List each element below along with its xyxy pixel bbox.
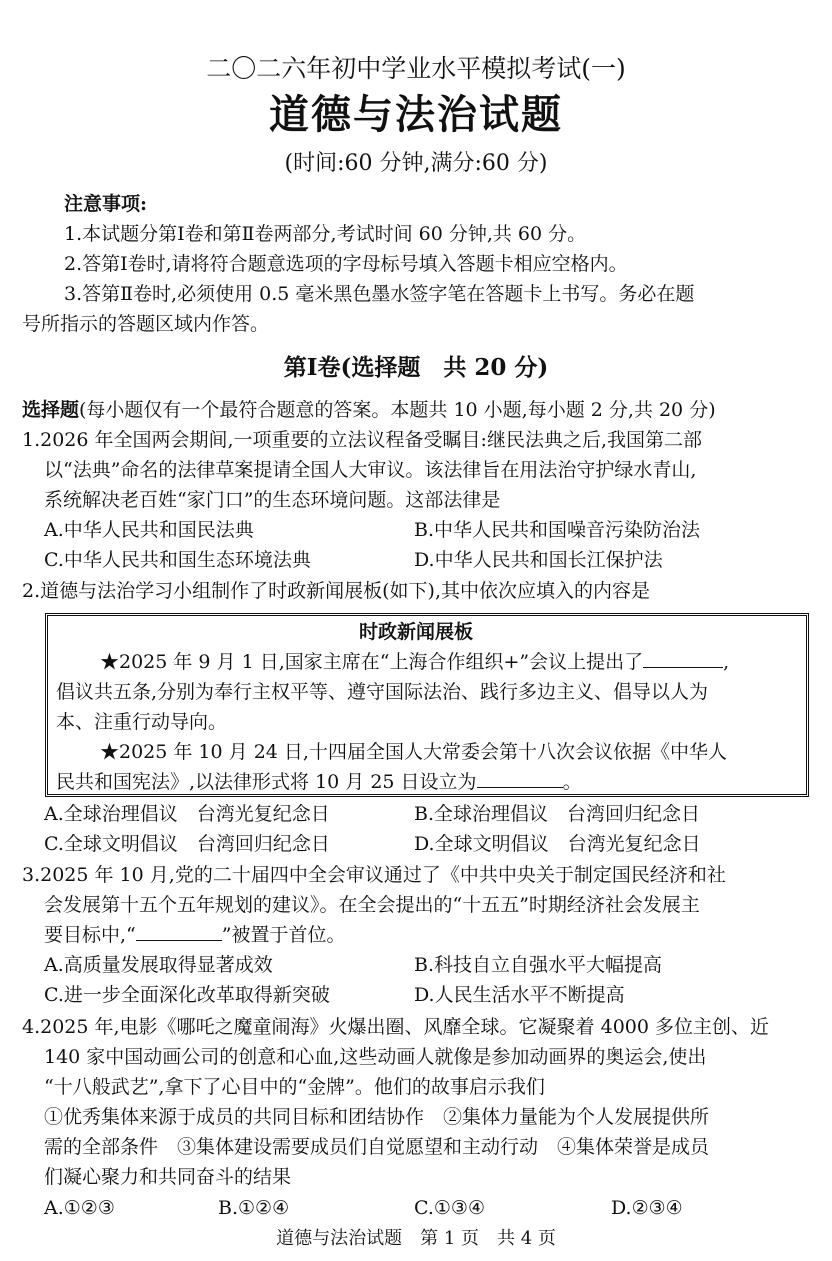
q3-option-b[interactable]: B.科技自立自强水平大幅提高 [414,954,663,976]
q1-option-a[interactable]: A.中华人民共和国民法典 [44,519,254,541]
subject-title: 道德与法治试题 [269,91,563,138]
q4-statements-line-3: 们凝心聚力和共同奋斗的结果 [44,1166,292,1188]
q4-statements-line-1: ①优秀集体来源于成员的共同目标和团结协作 ②集体力量能为个人发展提供所 [44,1106,710,1128]
instruction-label: 选择题 [22,399,80,421]
q3-option-d[interactable]: D.人民生活水平不断提高 [414,984,625,1006]
instruction-text: (每小题仅有一个最符合题意的答案。本题共 10 小题,每小题 2 分,共 20 分) [79,399,716,421]
time-info: (时间:60 分钟,满分:60 分) [284,151,548,176]
q1-stem-line-3: 系统解决老百姓“家门口”的生态环境问题。这部法律是 [44,489,501,511]
q2-option-c[interactable]: C.全球文明倡议 台湾回归纪念日 [44,833,330,855]
q1-option-c[interactable]: C.中华人民共和国生态环境法典 [44,549,311,571]
q4-option-c[interactable]: C.①③④ [414,1197,485,1219]
notes-item-2: 2.答第Ⅰ卷时,请将符合题意选项的字母标号填入答题卡相应空格内。 [64,253,628,275]
q4-stem-line-1: 4.2025 年,电影《哪吒之魔童闹海》火爆出圈、风靡全球。它凝聚着 4000 多位主创、近 [22,1016,769,1038]
news-item-1-line-1 [100,647,729,677]
fill-blank-3 [136,922,222,941]
news-item-1-text: ★2025 年 9 月 1 日,国家主席在“上海合作组织+”会议上提出了 [100,651,644,673]
q3-stem-line-3 [44,920,345,950]
q3-option-a[interactable]: A.高质量发展取得显著成效 [44,954,273,976]
q4-stem-line-3: “十八般武艺”,拿下了心目中的“金牌”。他们的故事启示我们 [44,1076,545,1098]
q4-option-b[interactable]: B.①②④ [218,1197,290,1219]
q2-option-b[interactable]: B.全球治理倡议 台湾回归纪念日 [414,803,701,825]
q3-line-3-prefix: 要目标中,“ [44,924,136,946]
section-instruction [22,395,716,425]
q2-option-a[interactable]: A.全球治理倡议 台湾光复纪念日 [44,803,330,825]
fill-blank-1 [643,649,723,668]
q1-stem-line-2: 以“法典”命名的法律草案提请全国人大审议。该法律旨在用法治守护绿水青山, [44,459,697,481]
news-item-1-comma: , [723,651,730,673]
q2-option-d[interactable]: D.全球文明倡议 台湾光复纪念日 [414,833,701,855]
q3-stem-line-2: 会发展第十五个五年规划的建议》。在全会提出的“十五五”时期经济社会发展主 [44,894,700,916]
exam-title: 二〇二六年初中学业水平模拟考试(一) [206,54,626,83]
notes-item-3-cont: 号所指示的答题区域内作答。 [22,313,270,335]
news-item-2-line-1: ★2025 年 10 月 24 日,十四届全国人大常委会第十八次会议依据《中华人 [100,741,727,763]
q4-option-d[interactable]: D.②③④ [611,1197,683,1219]
q1-stem-line-1: 1.2026 年全国两会期间,一项重要的立法议程备受瞩目:继民法典之后,我国第二部 [22,429,703,451]
notes-heading: 注意事项: [64,193,148,215]
notes-item-1: 1.本试题分第Ⅰ卷和第Ⅱ卷两部分,考试时间 60 分钟,共 60 分。 [64,223,587,245]
section-title: 第Ⅰ卷(选择题 共 20 分) [283,354,549,381]
news-item-1-line-3: 本、注重行动导向。 [56,711,228,733]
notes-item-3: 3.答第Ⅱ卷时,必须使用 0.5 毫米黑色墨水签字笔在答题卡上书写。务必在题 [64,283,695,305]
q3-line-3-suffix: ”被置于首位。 [221,924,346,946]
fill-blank-2 [477,769,563,788]
q4-statements-line-2: 需的全部条件 ③集体建设需要成员们自觉愿望和主动行动 ④集体荣誉是成员 [44,1136,710,1158]
news-item-2-line-2 [56,767,582,797]
q4-option-a[interactable]: A.①②③ [44,1197,115,1219]
q1-option-d[interactable]: D.中华人民共和国长江保护法 [414,549,663,571]
news-board-title: 时政新闻展板 [358,621,473,643]
q3-option-c[interactable]: C.进一步全面深化改革取得新突破 [44,984,330,1006]
q4-stem-line-2: 140 家中国动画公司的创意和心血,这些动画人就像是参加动画界的奥运会,使出 [44,1046,707,1068]
q1-option-b[interactable]: B.中华人民共和国噪音污染防治法 [414,519,701,541]
page-footer: 道德与法治试题 第 1 页 共 4 页 [276,1228,556,1249]
news-item-1-line-2: 倡议共五条,分别为奉行主权平等、遵守国际法治、践行多边主义、倡导以人为 [56,681,709,703]
news-item-2-text: 民共和国宪法》,以法律形式将 10 月 25 日设立为 [56,771,477,793]
news-item-2-period: 。 [562,771,582,793]
q3-stem-line-1: 3.2025 年 10 月,党的二十届四中全会审议通过了《中共中央关于制定国民经济和社 [22,864,726,886]
q2-stem: 2.道德与法治学习小组制作了时政新闻展板(如下),其中依次应填入的内容是 [22,580,650,602]
